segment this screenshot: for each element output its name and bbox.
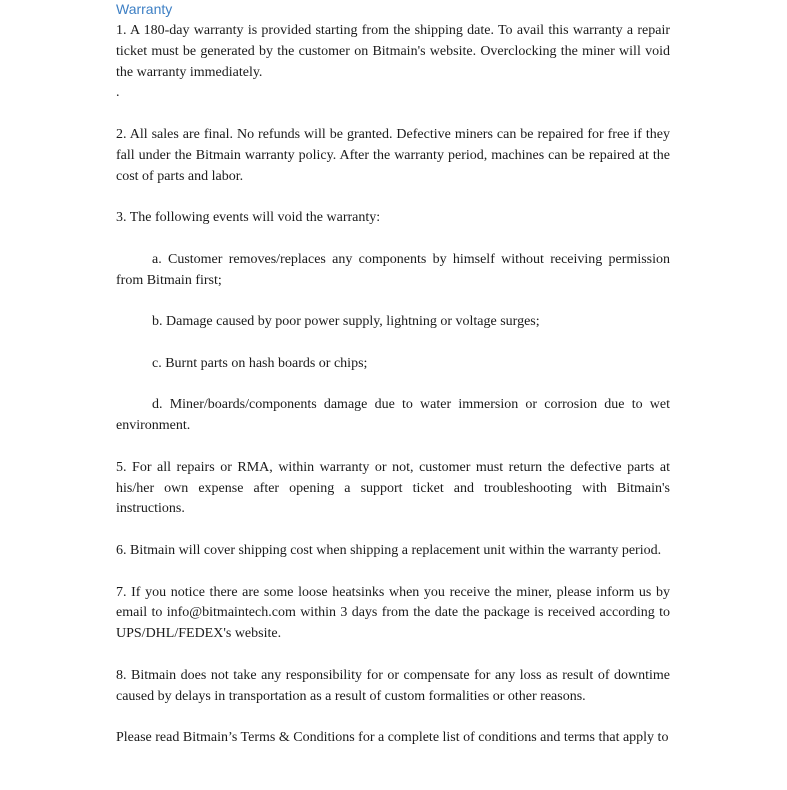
spacer [116, 520, 670, 541]
spacer [116, 291, 670, 312]
paragraph-5: 5. For all repairs or RMA, within warranty or not, customer must return the defective parts at his/her own expense after opening a support ticket and troubleshooting with Bitmain's instructions. [116, 459, 670, 517]
spacer [116, 187, 670, 208]
sub-item-d: d. Miner/boards/components damage due to water immersion or corrosion due to wet environment. [116, 397, 670, 434]
warranty-document [116, 0, 670, 749]
spacer [116, 375, 670, 396]
spacer [116, 437, 670, 458]
sub-item-c: c. Burnt parts on hash boards or chips; [152, 355, 368, 371]
sub-item-b: b. Damage caused by poor power supply, lightning or voltage surges; [152, 314, 540, 330]
paragraph-1: 1. A 180-day warranty is provided starting from the shipping date. To avail this warranty a repair ticket must be generated by the customer on Bitmain's website. Overclocking the miner will void the warranty immediately. [116, 23, 670, 80]
paragraph-8: 8. Bitmain does not take any responsibility for or compensate for any loss as result of downtime caused by delays in transportation as a result of custom formalities or other reasons. [116, 667, 670, 704]
paragraph-6: 6. Bitmain will cover shipping cost when shipping a replacement unit within the warranty period. [116, 542, 662, 558]
closing-paragraph: Please read Bitmain’s Terms & Conditions for a complete list of conditions and terms that apply to [116, 730, 669, 746]
paragraph-2: 2. All sales are final. No refunds will be granted. Defective miners can be repaired for free if they fall under the Bitmain warranty policy. After the warranty period, machines can be repaired at the cost of parts and labor. [116, 126, 670, 184]
paragraph-7: 7. If you notice there are some loose heatsinks when you receive the miner, please inform us by email to info@bitmaintech.com within 3 days from the date the package is received according to UPS/DHL/FEDEX's website. [116, 584, 670, 642]
paragraph-3: 3. The following events will void the warranty: [116, 210, 381, 226]
paragraph-dot: . [116, 85, 120, 101]
sub-item-a: a. Customer removes/replaces any components by himself without receiving permission from Bitmain first; [116, 251, 670, 288]
spacer [116, 104, 670, 125]
spacer [116, 707, 670, 728]
spacer [116, 229, 670, 250]
warranty-heading: Warranty [116, 1, 173, 17]
spacer [116, 333, 670, 354]
spacer [116, 562, 670, 583]
spacer [116, 645, 670, 666]
